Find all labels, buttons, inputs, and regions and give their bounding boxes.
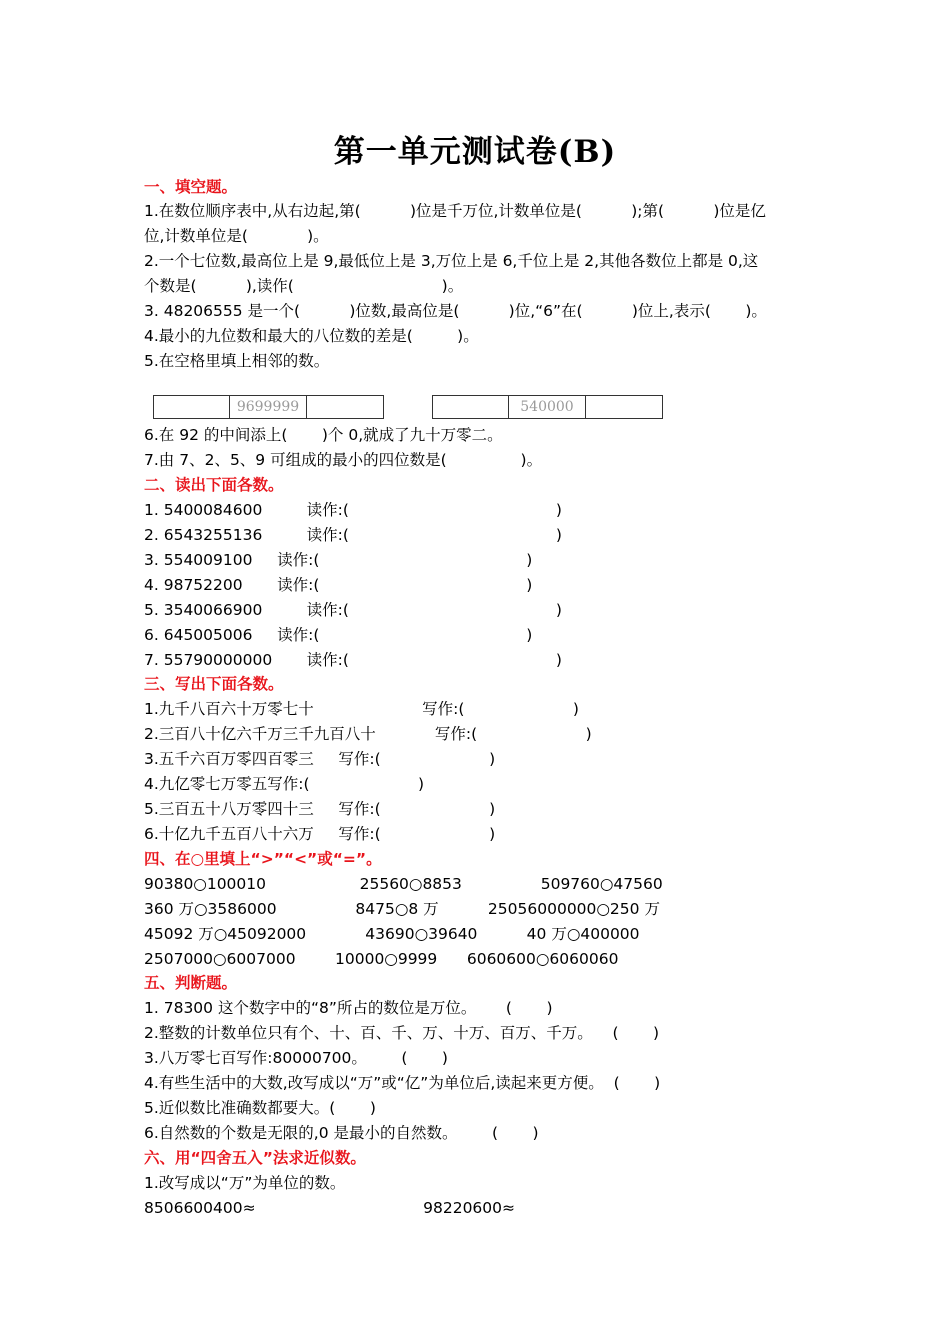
section-4-heading: 四、在○里填上“>”“<”或“=”。 (144, 850, 382, 868)
question-6-1: 1.改写成以“万”为单位的数。 (144, 1174, 346, 1192)
question-1-6: 6.在 92 的中间添上( )个 0,就成了九十万零二。 (144, 426, 503, 444)
answer-cell-right[interactable] (307, 396, 383, 418)
answer-cell-right[interactable] (586, 396, 662, 418)
judge-item: 1. 78300 这个数字中的“8”所占的数位是万位。 ( ) (144, 999, 553, 1017)
read-item: 2. 6543255136 读作:( ) (144, 526, 562, 544)
write-item: 4.九亿零七万零五写作:( ) (144, 775, 424, 793)
write-item: 6.十亿九千五百八十六万 写作:( ) (144, 825, 496, 843)
judge-item: 2.整数的计数单位只有个、十、百、千、万、十万、百万、千万。 ( ) (144, 1024, 660, 1042)
judge-item: 3.八万零七百写作:80000700。 ( ) (144, 1049, 448, 1067)
read-item: 1. 5400084600 读作:( ) (144, 501, 562, 519)
approximation-row: 8506600400≈ 98220600≈ (144, 1199, 516, 1217)
read-item: 4. 98752200 读作:( ) (144, 576, 533, 594)
question-1-5: 5.在空格里填上相邻的数。 (144, 352, 330, 370)
read-item: 5. 3540066900 读作:( ) (144, 601, 562, 619)
given-number-cell: 540000 (509, 396, 586, 418)
section-6-heading: 六、用“四舍五入”法求近似数。 (144, 1149, 366, 1167)
write-item: 5.三百五十八万零四十三 写作:( ) (144, 800, 496, 818)
write-item: 3.五千六百万零四百零三 写作:( ) (144, 750, 496, 768)
answer-cell-left[interactable] (433, 396, 509, 418)
answer-cell-left[interactable] (154, 396, 230, 418)
question-1-7: 7.由 7、2、5、9 可组成的最小的四位数是( )。 (144, 451, 543, 469)
question-1-2: 2.一个七位数,最高位上是 9,最低位上是 3,万位上是 6,千位上是 2,其他各数位上都是 0,这 (144, 252, 759, 270)
section-3-heading: 三、写出下面各数。 (144, 675, 284, 693)
neighbor-box-2 (432, 395, 663, 419)
read-item: 3. 554009100 读作:( ) (144, 551, 533, 569)
write-item: 2.三百八十亿六千万三千九百八十 写作:( ) (144, 725, 592, 743)
section-2-heading: 二、读出下面各数。 (144, 476, 284, 494)
question-1-1: 1.在数位顺序表中,从右边起,第( )位是千万位,计数单位是( );第( )位是亿 (144, 202, 766, 220)
page-title: 第一单元测试卷(B) (333, 134, 617, 170)
read-item: 7. 55790000000 读作:( ) (144, 651, 562, 669)
judge-item: 4.有些生活中的大数,改写成以“万”或“亿”为单位后,读起来更方便。 ( ) (144, 1074, 661, 1092)
question-1-1-cont: 位,计数单位是( )。 (144, 227, 329, 245)
section-5-heading: 五、判断题。 (144, 974, 238, 992)
compare-row: 90380○100010 25560○8853 509760○47560 (144, 875, 663, 893)
judge-item: 5.近似数比准确数都要大。( ) (144, 1099, 376, 1117)
given-number-cell: 9699999 (230, 396, 307, 418)
compare-row: 360 万○3586000 8475○8 万 25056000000○250 万 (144, 900, 660, 918)
question-1-2-cont: 个数是( ),读作( )。 (144, 277, 464, 295)
neighbor-box-1 (153, 395, 384, 419)
read-item: 6. 645005006 读作:( ) (144, 626, 533, 644)
compare-row: 45092 万○45092000 43690○39640 40 万○400000 (144, 925, 640, 943)
compare-row: 2507000○6007000 10000○9999 6060600○6060060 (144, 950, 619, 968)
question-1-3: 3. 48206555 是一个( )位数,最高位是( )位,“6”在( )位上,表示( )。 (144, 302, 767, 320)
judge-item: 6.自然数的个数是无限的,0 是最小的自然数。 ( ) (144, 1124, 539, 1142)
write-item: 1.九千八百六十万零七十 写作:( ) (144, 700, 579, 718)
section-1-heading: 一、填空题。 (144, 178, 238, 196)
question-1-4: 4.最小的九位数和最大的八位数的差是( )。 (144, 327, 479, 345)
